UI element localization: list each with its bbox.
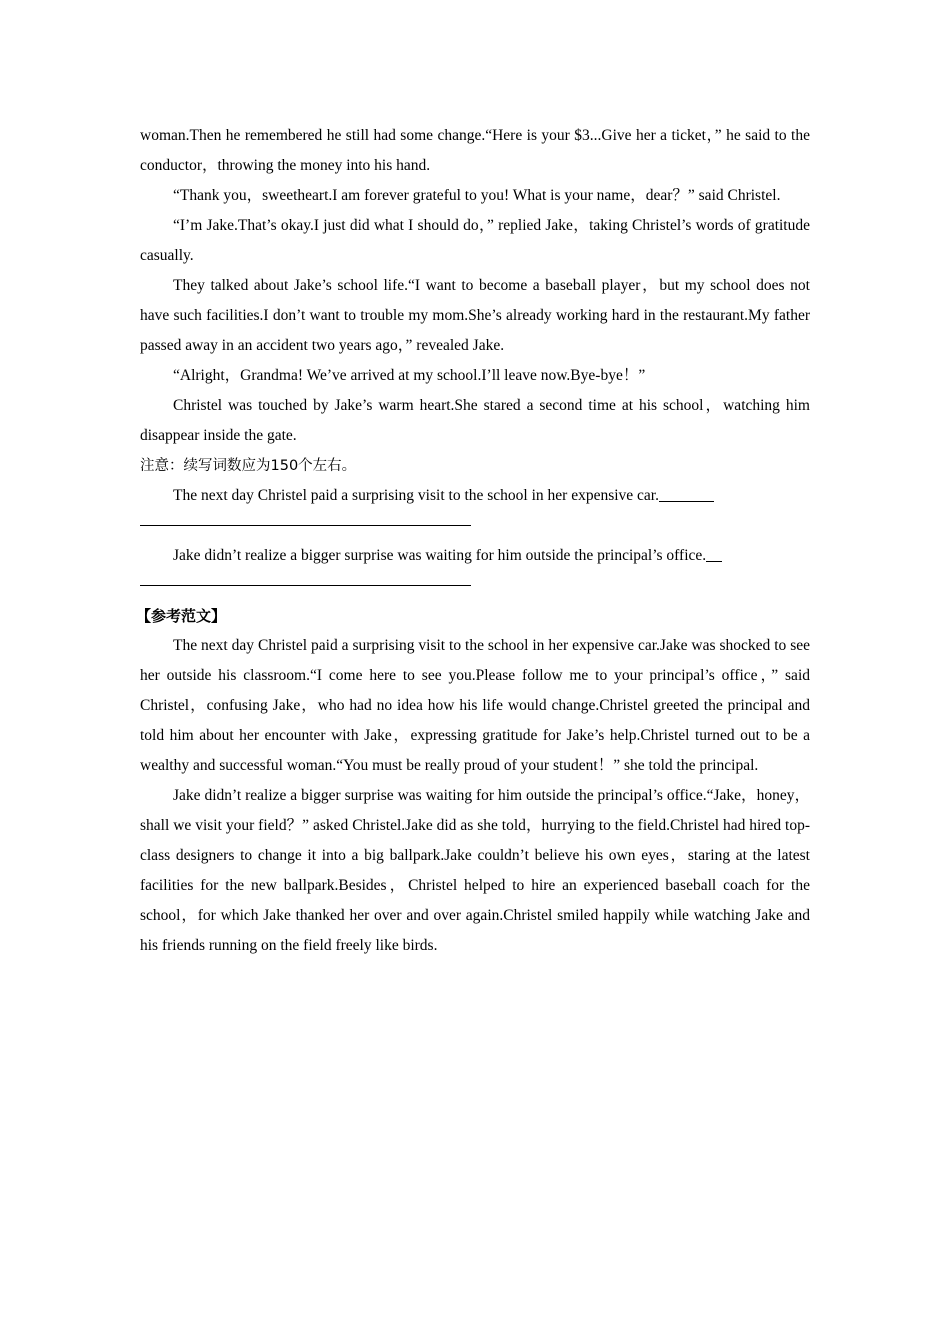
document-page [136, 121, 810, 961]
word-count-note: 注意：续写词数应为150个左右。 [140, 458, 357, 474]
passage-paragraph-1: woman.Then he remembered he still had some change.“Here is your $3...Give her a ticket，” he said to the conductor，throwing the money into his hand. [140, 127, 810, 174]
prompt-1-text: The next day Christel paid a surprising visit to the school in her expensive car. [173, 487, 659, 504]
answer-blank-line-2[interactable] [140, 585, 471, 586]
answer-blank-inline-1[interactable] [659, 500, 714, 502]
passage-paragraph-5: “Alright，Grandma! We’ve arrived at my school.I’ll leave now.Bye-bye！” [173, 367, 646, 384]
passage-paragraph-3: “I’m Jake.That’s okay.I just did what I should do，” replied Jake，taking Christel’s words of gratitude casually. [140, 217, 810, 264]
continuation-prompt-2 [140, 541, 810, 571]
passage-paragraph-2: “Thank you，sweetheart.I am forever grateful to you! What is your name，dear？” said Christel. [173, 187, 781, 204]
passage-paragraph-6: Christel was touched by Jake’s warm heart.She stared a second time at his school，watching him disappear inside the gate. [140, 397, 810, 444]
passage-paragraph-4: They talked about Jake’s school life.“I want to become a baseball player，but my school does not have such facilities.I don’t want to trouble my mom.She’s already working hard in the restaurant.My father passed away in an accident two years ago，” revealed Jake. [140, 277, 810, 354]
reference-paragraph-1: The next day Christel paid a surprising visit to the school in her expensive car.Jake was shocked to see her outside his classroom.“I come here to see you.Please follow me to your principal’s office，” said Christel，confusing Jake，who had no idea how his life would change.Christel greeted the principal and told him about her encounter with Jake，expressing gratitude for Jake’s help.Christel turned out to be a wealthy and successful woman.“You must be really proud of your student！” she told the principal. [140, 637, 810, 774]
prompt-2-text: Jake didn’t realize a bigger surprise was waiting for him outside the principal’s office. [173, 547, 707, 564]
reference-paragraph-2: Jake didn’t realize a bigger surprise was waiting for him outside the principal’s office.“Jake，honey，shall we visit your field？” asked Christel.Jake did as she told，hurrying to the field.Christel had hired top-class designers to change it into a big ballpark.Jake couldn’t believe his own eyes，staring at the latest facilities for the new ballpark.Besides，Christel helped to hire an experienced baseball coach for the school，for which Jake thanked her over and over again.Christel smiled happily while watching Jake and his friends running on the field freely like birds. [140, 787, 810, 954]
answer-blank-line-1[interactable] [140, 525, 471, 526]
reference-heading: 【参考范文】 [136, 607, 227, 625]
answer-blank-inline-2[interactable] [706, 560, 722, 562]
continuation-prompt-1 [140, 481, 810, 511]
